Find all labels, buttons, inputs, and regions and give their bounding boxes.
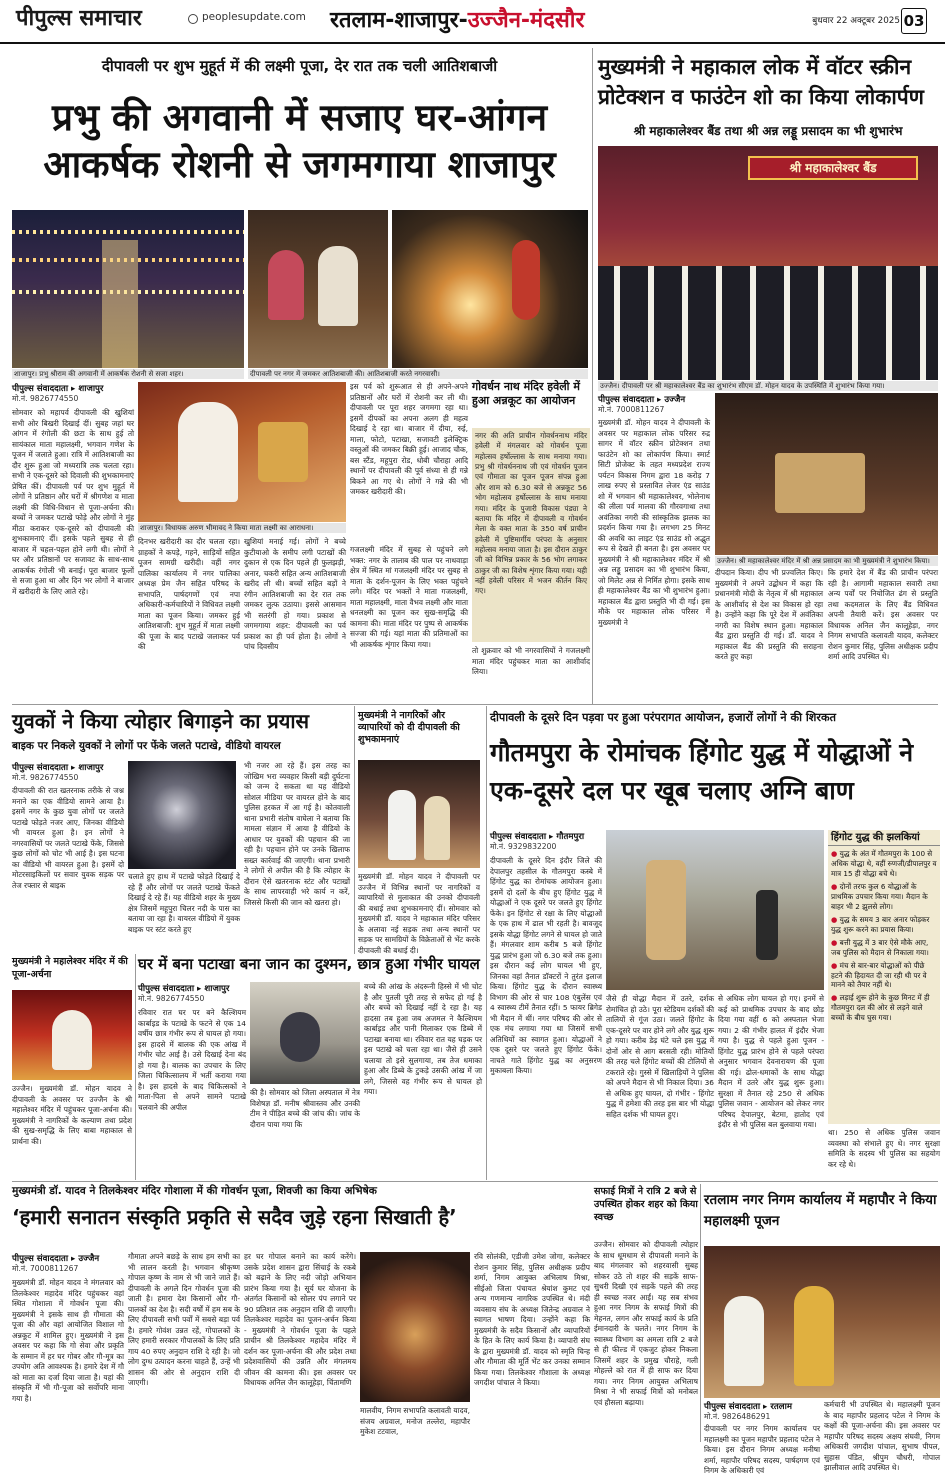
- a7-column-3: बच्चे की आंख के अंदरूनी हिस्से में भी चोट है और पुतली पूरी तरह से सफेद हो गई है और बच्चे को दिखाई नहीं दे रहा है। यह हादसा तब हुआ जब अजमल ने कैल्शियम कार्बाइड और पानी मिलाकर एक डिब्बे में पटाखा बनाया था। रविवार रात यह घड़क पर इस पटाखे को चला रहा था। जैसे ही उसने चलाया तो इसे सुलगाया, तब तेज धमाका हुआ और डिब्बे के टुकड़े उसकी आंख में जा लगे, जिससे वह गंभीर रूप से घायल हो गया।: [364, 982, 482, 1097]
- a9-phone: मो.नं. 7000811267: [12, 1264, 79, 1273]
- a4-byline: पीपुल्स संवाददाता ▸ शाजापुर: [12, 763, 104, 773]
- a8-column-4: था। 250 से अधिक पुलिस जवान व्यवस्था को संभाले हुए थे। नगर सुरक्षा समिति के सदस्य भी पुलिस का सहयोग कर रहे थे।: [828, 1128, 940, 1169]
- a8-bullet-3: ● युद्ध के समय 3 बार अनार फोड़कर युद्ध शुरू करने का प्रयास किया।: [831, 914, 930, 934]
- a11-column-2: कर्मचारी भी उपस्थित थे। महालक्ष्मी पूजन के बाद महापौर प्रहलाद पटेल ने निगम के कक्षों की पूजा-अर्चना की। इस अवसर पर महापौर परिषद सदस्य अक्षय संघवी, निगम अधिकारी जगदीश पांचाल, सुभाष पीपल, सुहास पंडित, श्रीपुम चौधरी, गोपाल झालीवाल आदि उपस्थित थे।: [824, 1400, 940, 1473]
- a1-column-4: गजलक्ष्मी मंदिर में सुबह से पहुंचने लगे भक्त: नगर के तालाब की पाल पर नाथवाड़ा क्षेत्र में स्थित मां गजलक्ष्मी मंदिर पर सुबह से माता के दर्शन-पूजन के लिए भक्त पहुंचने लगे। मंदिर पर भक्तों ने माता गजलक्ष्मी, माता महालक्ष्मी, माता वैभव लक्ष्मी और माता धनलक्ष्मी का पूजन कर सुख-समृद्धि की कामना की। माता मंदिर पर पुष्प से आकर्षक सज्जा की गई। यहां माता की प्रतिमाओं का भी आकर्षक शृंगार किया गया।: [350, 545, 468, 649]
- a1-caption-2: दीपावली पर नगर में जमकर आतिशबाजी की। आतिशबाजी करते नगरवासी।: [248, 369, 588, 379]
- a1-column-3a: इस पर्व को शुरूआत से ही अपने-अपने प्रतिष्ठानों और घरों में रोशनी कर ली थी। दीपावली पर पूरा शहर जगमगा रहा था। इसमें दीपकों का अपना अलग ही महत्व दिखाई दे रहा था। बाजार में दीया, रुई, माला, फोटो, पटाखा, सजावटी इलेक्ट्रिक वस्तुओं की जमकर बिक्री हुई। आजाद चौक, बस स्टैंड, महूपुरा रोड, धोबी चौराहा आदि स्थानों पर दीपावली की पूर्व संध्या से ही गन्ने बिकने आ गए थे। लोगों ने गन्ने की भी जमकर खरीदारी की।: [350, 382, 468, 497]
- a3-column-1: मुख्यमंत्री डॉ. मोहन यादव ने दीपावली के अवसर पर महाकाल लोक परिसर रुद्र सागर में वॉटर स्क्रीन प्रोटेक्शन तथा फाउंटेन शो का लोकार्पण किया। स्मार्ट सिटी प्रोजेक्ट के तहत मध्यप्रदेश राज्य पर्यटन विकास निगम द्वारा 18 करोड़ 7 लाख रुपए से प्रस्तावित लेजर एंड साउंड शो में भगवान श्री महाकालेश्वर, भोलेनाथ की लीला पर्व मालवा की गौरवगाथा तथा अवंतिका नगरी की सांस्कृतिक झलक का प्रदर्शन किया गया है। लगभग 25 मिनट की अवधि का लाइट एंड साउंड शो अद्भुत रूप से देखते ही बनता है। इस अवसर पर मुख्यमंत्री ने श्री महाकालेश्वर मंदिर में श्री अन्न लड्डू प्रसादम का भी शुभारंभ किया, जो मिलेट अन्न से निर्मित होगा। इसके साथ ही महाकालेश्वर बैंड का भी शुभारंभ हुआ। महाकाल बैंड द्वारा प्रस्तुति भी दी गई। इस मौके पर महाकाल लोक परिसर में मुख्यमंत्री ने: [598, 418, 710, 627]
- a5-headline: मुख्यमंत्री ने नागरिकों और व्यापारियों को दी दीपावली की शुभकामनाएं: [358, 710, 460, 746]
- a6-photo-temple: [12, 990, 132, 1080]
- a5-photo-cm-traders: [358, 760, 480, 868]
- a4-photo-night-street: [128, 761, 236, 869]
- a4-column-1: दीपावली की रात खतरनाक तरीके से जश्न मनाने का एक वीडियो सामने आया है। इसमें नगर के कुछ युवा लोगों पर जलते पटाखे फोड़ते नजर आए, जिनका वीडियो भी वायरल हुआ है। इन लोगों ने नगरवासियों पर जलते पटाखे फेंके, जिससे कुछ लोगों को चोट भी आई है। इस घटना का वीडियो भी वायरल हुआ है। इसमें दो मोटरसाइकिलों पर सवार युवक सड़क पर तेज रफ्तार से बाइक: [12, 786, 124, 890]
- a8-headline: गौतमपुरा के रोमांचक हिंगोट युद्ध में योद्धाओं ने एक-दूसरे दल पर खूब चलाए अग्नि बाण: [490, 738, 914, 805]
- a8-column-1: दीपावली के दूसरे दिन इंदौर जिले की देपालपुर तहसील के गौतमपुरा कस्बे में हिंगोट युद्ध का रोमांचक आयोजन हुआ। इसमें दो दलों के बीच हुए हिंगोट युद्ध में योद्धाओं ने एक दूसरे पर जलते हुए हिंगोट फेंके। इन हिंगोट से रक्षा के लिए योद्धाओं के एक हाथ में ढाल भी रहती है। बावजूद इसके योद्धा हिंगोट लगने से घायल हो जाते हैं। मंगलवार शाम करीब 5 बजे हिंगोट युद्ध प्रारंभ हुआ जो 6.30 बजे तक हुआ। इस दौरान कई लोग घायल भी हुए, जिनका वहां तैनात डॉक्टरों ने तुरंत इलाज किया। हिंगोट युद्ध के दौरान स्वास्थ्य विभाग की ओर से चार 108 एंबुलेंस एवं 4 स्वास्थ्य टीमें तैनात रहीं। 5 फायर ब्रिगेड भी मैदान में थीं। नगर परिषद की ओर से एक मंच लगाया गया था जिसमें सभी अतिथियों का स्वागत हुआ। योद्धाओं ने एक दूसरे पर जलते हुए हिंगोट फेंके। नाचते गाते हिंगोट युद्ध का अनुसरण मुकाबला किया।: [490, 856, 602, 1076]
- a8-column-3: से अधिक लोग घायल हो गए। इनमें से कई को प्राथमिक उपचार के बाद छोड़ दिया गया वहीं 6 को अस्पताल भेजा गया। 2 की गंभीर हालत में इंदौर भेजा गया है। युद्ध से पहले हुआ पूजन - हिंगोट युद्ध प्रारंभ होने से पहले परंपरा अनुसार भगवान देवनारायण की पूजा की गई। ढोल-धमाकों के साथ योद्धा मैदान में उतरे और युद्ध शुरू हुआ। सुरक्षा में तैनात रहे 250 से अधिक पुलिस जवान - आयोजन को लेकर नगर परिषद देपालपुर, बेटमा, हातोद एवं इंदौर से भी पुलिस बल बुलवाया गया।: [718, 994, 824, 1130]
- a10-body: उज्जैन। सोमवार को दीपावली त्योहार के साथ धूमधाम से दीपावली मनाने के बाद मंगलवार को शहरवासी सुबह सोकर उठे तो शहर की सड़कें साफ-सुथरी दिखी एवं सड़कें पहले की तरह ही स्वच्छ नजर आईं। यह सब संभव हुआ नगर निगम के सफाई मित्रों की मेहनत, लगन और सफाई कार्य के प्रति ईमानदारी के चलते। नगर निगम के स्वास्थ्य विभाग का अमला रात्रि 2 बजे से ही फील्ड में एकजुट होकर निकला जिसमें शहर के प्रमुख चौराहे, गली मोहल्ले को रात में ही साफ कर दिया गया। नगर निगम आयुक्त अभिलाष मिश्रा ने भी सफाई मित्रों को मनोबल एवं हौसला बढ़ाया।: [594, 1240, 698, 1407]
- divider-horizontal-2: [12, 1181, 938, 1182]
- a11-byline: पीपुल्स संवाददाता ▸ रतलाम: [704, 1402, 792, 1412]
- divider-horizontal-1: [12, 704, 938, 705]
- a1-column-2: दिनभर खरीदारी का दौर चलता रहा। ग्राहकों ने कपड़े, गहने, साड़ियों सहित पूजन सामग्री खरीदी। वहीं नगर पालिका कार्यालय में नगर पालिका अध्यक्ष प्रेम जैन सहित परिषद के सभापति, पार्षदगणों एवं नपा अधिकारी-कर्मचारियों ने विधिवत लक्ष्मी माता का पूजन किया। जमकर हुई आतिशबाजी: शुभ मुहूर्त में माता लक्ष्मी की पूजा के बाद पटाखे जलाकर पर्व की: [138, 537, 240, 652]
- a7-headline: घर में बना पटाखा बना जान का दुश्मन, छात्र हुआ गंभीर घायल: [138, 955, 480, 973]
- a9-column-4: मालवीय, निगम सभापति कलावती यादव, संजय अग्रवाल, मनोज तल्लेरा, महापौर मुकेश टटवाल,: [360, 1406, 470, 1437]
- a3-column-3: कि हमारे देश में बैंड की प्राचीन परंपरा रही है। आगामी महाकाल सवारी तथा अन्य पर्वों पर नियोजित ढंग से प्रस्तुति तथा कदमताल के लिए बैंड विधिवत अपनी तैयारी करें। इस अवसर पर विधायक अनिल जैन कालूहेड़ा, नगर निगम सभापति कलावती यादव, कलेक्टर रोशन कुमार सिंह, पुलिस अधीक्षक प्रदीप शर्मा आदि उपस्थित थे।: [828, 568, 938, 662]
- a8-bullet-6: ● लड़ाई शुरू होने के कुछ मिनट में ही गौतमपुरा दल की ओर से लड़ने वाले बच्चों के बीच घुस गया।: [831, 993, 930, 1023]
- a8-column-2: जैसे ही योद्धा मैदान में उतरे, दर्शक रोमांचित हो उठे। पूरा स्टेडियम दर्शकों की तालियों से गूंज उठा। जलते हिंगोट के एक-दूसरे पर वार होने लगे और युद्ध शुरू हो गया। करीब डेढ़ घंटे चले इस युद्ध में दोनों ओर से आग बरसती रही। मोतियों की तरह चले हिंगोट बच्चों की टोलियों से टकराते रहे। गुस्से में खिलाड़ियों ने पुलिस को अपने मैदान से भी निकाल दिया। 36 से अधिक हुए घायल, दो गंभीर - हिंगोट युद्ध में हमेशा की तरह इस बार भी योद्धा सहित दर्शक भी घायल हुए।: [606, 994, 714, 1119]
- a3-subheadline: श्री महाकालेश्वर बैंड तथा श्री अन्न लड्डू प्रसादम का भी शुभारंभ: [633, 124, 903, 138]
- a1-caption-1: शाजापुर। प्रभु श्रीराम की अगवानी में आकर्षक रोशनी से सजा शहर।: [12, 369, 244, 379]
- a9-photo-shiv-abhishek: [360, 1252, 470, 1402]
- a8-highlights-box: [828, 830, 940, 1124]
- a6-headline: मुख्यमंत्री ने महालेश्वर मंदिर में की पूजा-अर्चना: [12, 956, 128, 980]
- a8-bullet-2: ● दोनों तरफ कुल 6 योद्धाओं के प्राथमिक उपचार किया गया। मैदान के बाहर भी 2 झुलसे लोग।: [831, 882, 928, 911]
- a7-phone: मो.नं. 9826774550: [138, 994, 205, 1003]
- a3-phone: मो.नं. 7000811267: [598, 405, 665, 414]
- a3-caption-2: उज्जैन। श्री महाकालेश्वर मंदिर में श्री अन्न प्रसादम का भी मुख्यमंत्री ने शुभारंभ किया।: [715, 556, 938, 566]
- newspaper-logo: पीपुल्स समाचार: [16, 6, 142, 31]
- divider-vertical-3: [354, 706, 355, 954]
- a3-photo-prasadam: [715, 393, 938, 555]
- a1-photo-family-worship: [248, 210, 388, 368]
- a2-box: [472, 380, 590, 700]
- globe-icon: [188, 14, 198, 24]
- a11-column-1: दीपावली पर नगर निगम कार्यालय पर महालक्ष्मी का पूजन महापौर प्रहलाद पटेल ने किया। इस दौरान निगम अध्यक्ष मनीषा शर्मा, महापौर परिषद सदस्य, पार्षदगण एवं निगम के अधिकारी एवं: [704, 1424, 820, 1476]
- a10-headline: सफाई मित्रों ने रात्रि 2 बजे से उपस्थित होकर शहर को किया स्वच्छ: [594, 1186, 698, 1223]
- a1-photo-fireworks: [392, 210, 588, 368]
- section-title: रतलाम-शाजापुर-उज्जैन-मंदसौर: [330, 8, 585, 33]
- a8-phone: मो.नं. 9329832200: [490, 842, 557, 851]
- a8-bullet-5: ● मंच से बार-बार योद्धाओं को पीछे हटने की हिदायत दी जा रही थी पर वे मानने को तैयार नहीं थे।: [831, 960, 927, 990]
- a3-caption-1: उज्जैन। दीपावली पर श्री महाकालेश्वर बैंड का शुभारंभ सीएम डॉ. मोहन यादव के उपस्थिति में शुभारंभ किया गया।: [598, 381, 938, 391]
- a1-byline: पीपुल्स संवाददाता ▸ शाजापुर: [12, 384, 104, 394]
- a8-bullet-4: ● बत्ती युद्ध में 3 बार ऐसे मौके आए, जब पुलिस को मैदान से निकाला गया।: [831, 937, 929, 957]
- a3-headline: मुख्यमंत्री ने महाकाल लोक में वॉटर स्क्रीन प्रोटेक्शन व फाउंटेन शो का किया लोकार्पण: [598, 55, 924, 110]
- a5-body: मुख्यमंत्री डॉ. मोहन यादव ने दीपावली पर उज्जैन में विभिन्न स्थानों पर नागरिकों व व्यापारियों से मुलाकात की उनको दीपावली की बधाई तथा शुभकामनाएं दीं। सोमवार को मुख्यमंत्री डॉ. यादव ने महाकाल मंदिर परिसर के अलावा नई सड़क तथा अन्य स्थानों पर सड़क पर सामग्रियों के विक्रेताओं से भेंट करके दीपावली की बधाई दी।: [358, 872, 480, 955]
- a3-band-banner: श्री महाकालेश्वर बैंड: [748, 156, 918, 180]
- a1-column-1: सोमवार को महापर्व दीपावली की खुशियां सभी ओर बिखरी दिखाई दीं। सुबह जहां घर आंगन में रंगोली की छटा के साथ हुई तो सायंकाल माता महालक्ष्मी, भगवान गणेश के पूजन में जलाते हुआ। रात्रि में आतिशबाजी का दौर शुरू हुआ जो मध्यरात्रि तक चलता रहा। सभी ने एक-दूसरे को दिवाली की शुभकामनाएं प्रेषित कीं। दीपावली पर्व पर शुभ मुहूर्त में लोगों ने प्रतिष्ठान और घरों में श्रीगणेश व माता लक्ष्मी की विधि-विधान से पूजा-अर्चना की। बच्चों ने जमकर पटाखे फोड़े और लोगों ने मुंह मीठा कराकर एक-दूसरे को दीपावली की शुभकामनाएं दीं। इसके पहले सुबह से ही बाजार में चहल-पहल होने लगी थी। लोगों ने घर और प्रतिष्ठानों पर सजावट के साथ-साथ आकर्षक रंगोली भी बनाई। पूरा बाजार फूलों से सजा हुआ था और दिन भर लोगों ने बाजार में खरीदारी के लिए आते रहे।: [12, 408, 134, 596]
- a11-photo-mahalaxmi-puja: [704, 1246, 940, 1398]
- a1-photo-illuminated-street: [12, 210, 244, 368]
- masthead: [0, 0, 945, 44]
- a4-column-3: भी नजर आ रहे हैं। इस तरह का जोखिम भरा व्यवहार किसी बड़ी दुर्घटना को जन्म दे सकता था यह वीडियो सोशल मीडिया पर वायरल होने के बाद पुलिस हरकत में आ गई है। कोतवाली थाना प्रभारी संतोष वाघेला ने बताया कि मामला संज्ञान में आया है वीडियो के आधार पर युवकों की पहचान की जा रही है। पहचान होने पर उनके खिलाफ सख्त कार्रवाई की जाएगी। थाना प्रभारी ने लोगों से अपील की है कि त्योहार के दौरान ऐसे खतरनाक स्टंट और पटाखों के साथ लापरवाही भरे कार्य न करें, जिससे किसी की जान को खतरा हो।: [244, 761, 350, 907]
- a4-subheadline: बाइक पर निकले युवकों ने लोगों पर फेंके जलते पटाखे, वीडियो वायरल: [12, 740, 281, 752]
- a7-byline: पीपुल्स संवाददाता ▸ शाजापुर: [138, 984, 230, 994]
- a1-headline: प्रभु की अगवानी में सजाए घर-आंगन आकर्षक रोशनी से जगमगाया शाजापुर: [43, 96, 556, 187]
- a1-photo-mla-puja: [138, 382, 346, 522]
- a8-bullet-1: ● युद्ध के अंत में गौतमपुरा के 100 से अधिक योद्धा थे, वहीं रुणजी/डीपालपुर व मात्र 15 ही योद्धा बचे थे।: [831, 849, 937, 879]
- a2-body: नगर की अति प्राचीन गोवर्धननाथ मंदिर हवेली में मंगलवार को गोवर्धन पूजा महोत्सव हर्षोल्लास के साथ मनाया गया। प्रभु श्री गोवर्धननाथ जी एवं गोवर्धन पूजन एवं गौमाता का पूजन पूजन संपन्न हुआ और शाम को 6.30 बजे से अन्नकूट 56 भोग महोत्सव हर्षोल्लास के साथ मनाया गया। मंदिर के पुजारी विकास पंड्या ने बताया कि मंदिर में दीपावली व गोवर्धन मेला के वक्त माता के 350 वर्ष प्राचीन हवेली में पुष्टिमार्गीय परंपरा के अनुसार महोत्सव मनाया जाता है। इस दौरान ठाकुर जी को विभिन्न प्रकार के 56 भोग लगाकर ठाकुर जी का विशेष शृंगार किया गया। यही नहीं हवेली परिसर में भजन कीर्तन किए गए।: [472, 428, 590, 642]
- a2-headline: गोवर्धन नाथ मंदिर हवेली में हुआ अन्नकूट का आयोजन: [472, 380, 580, 408]
- a7-column-2: की है। सोमवार को जिला अस्पताल में नेत्र विशेषज्ञ डॉ. मनीष श्रीवास्तव और उनकी टीम ने पीड़ित बच्चे की जांच की। जांच के दौरान पाया गया कि: [250, 1088, 360, 1129]
- divider-vertical-1: [592, 48, 593, 704]
- a4-column-2: चलाते हुए हाथ में पटाखे फोड़ते दिखाई दे रहे हैं और लोगों पर जलते पटाखे फेंकते दिखाई दे रहे हैं। यह वीडियो शहर के मुख्य क्षेत्र जिसमें महूपुरा चिलर नदी के पास का बताया जा रहा है। वायरल वीडियो में युवक बाइक पर स्टंट करते हुए: [128, 872, 240, 934]
- divider-vertical-2: [486, 706, 487, 1180]
- divider-vertical-4: [135, 954, 136, 1180]
- divider-vertical-5: [700, 1184, 701, 1442]
- a2-tail: तो शुक्रवार को भी नगरवासियों ने गजलक्ष्मी माता मंदिर पहुंचकर माता का आशीर्वाद लिया।: [472, 646, 590, 677]
- a9-column-3: हर घर गोपाल बनाने का कार्य करेंगे। उसके प्रदेश शासन द्वारा सिंचाई के रकबे को बढ़ाने के लिए नदी जोड़ो अभियान प्रारंभ किया गया है। सूर्य घर योजना के अंतर्गत किसानों को सोलर पंप लगाने पर 90 प्रतिशत तक अनुदान राशि दी जाएगी। तिलकेश्वर महादेव का पूजन-अर्चन किया - मुख्यमंत्री ने गोवर्धन पूजा के पहले प्राचीन श्री तिलकेश्वर महादेव मंदिर में दर्शन कर पूजा-अर्चना की और प्रदेश तथा प्रदेशवासियों की उन्नति और मंगलमय जीवन की कामना की। इस अवसर पर विधायक अनिल जैन कालूहेड़ा, चिंतामणि: [244, 1252, 356, 1388]
- a1-kicker: दीपावली पर शुभ मुहूर्त में की लक्ष्मी पूजा, देर रात तक चली आतिशबाजी: [101, 57, 498, 75]
- a3-photo-band: [598, 146, 938, 380]
- a9-column-5: रवि सोलंकी, एडीजी उमेश जोगा, कलेक्टर रोशन कुमार सिंह, पुलिस अधीक्षक प्रदीप शर्मा, निगम आयुक्त अभिलाष मिश्रा, सीईओ जिला पंचायत श्रेयांश कुमट एवं अन्य गणमान्य नागरिक उपस्थित थे। मंदी व्यवसाय संघ के अध्यक्ष जितेन्द्र अग्रवाल ने स्वागत भाषण दिया। उन्होंने कहा कि मुख्यमंत्री के सदैव किसानों और व्यापारियों के हित के लिए कार्य किया है। व्यापारी संघ के द्वारा मुख्यमंत्री डॉ. यादव को स्मृति चिन्ह और गौमाता की मूर्ति भेंट कर उनका सम्मान किया गया। तिलकेश्वर गौशाला के अध्यक्ष जगदीश पांचाल ने किया।: [474, 1252, 590, 1388]
- a4-phone: मो.नं. 9826774550: [12, 773, 79, 782]
- a1-column-3b: खुशियां मनाई गई। लोगों ने बच्चे कुटीयाओ के समीप लगी पटाखों की दुकान से एक दिन पहले ही फुलझड़ी, अनार, चकरी सहित अन्य आतिशबाजी खरीद ली थी। बच्चों सहित बड़ों ने रंगीन आतिशबाजी का देर रात तक जमकर लुत्फ उठाया। इससे आसमान भी सतरंगी हो गया। प्रकाश से जगमगाया शहर: दीपावली का पर्व प्रकाश का ही पर्व होता है। लोगों ने पांच दिवसीय: [244, 537, 346, 652]
- a11-headline: रतलाम नगर निगम कार्यालय में महापौर ने किया महालक्ष्मी पूजन: [704, 1192, 937, 1229]
- a9-kicker: मुख्यमंत्री डॉ. यादव ने तिलकेश्वर मंदिर गोशाला में की गोवर्धन पूजा, शिवजी का किया अभिषेक: [12, 1185, 377, 1197]
- issue-date: बुधवार 22 अक्टूबर 2025: [812, 16, 900, 26]
- a1-caption-3: शाजापुर। विधायक अरुण भीमावद ने किया माता लक्ष्मी का आराधना।: [138, 523, 346, 533]
- a1-phone: मो.नं. 9826774550: [12, 394, 79, 403]
- a9-headline: ‘हमारी सनातन संस्कृति प्रकृति से सदैव जुड़े रहना सिखाती है’: [12, 1205, 457, 1229]
- a3-column-2: दीपदान किया। दीप भी प्रज्वलित किए। मुख्यमंत्री ने अपने उद्बोधन में कहा कि प्रधानमंत्री मोदी के नेतृत्व में श्री महाकाल के आशीर्वाद से देश का विकास हो रहा है। उन्होंने कहा कि पूरे देश में अवंतिका नगरी का विशेष स्थान हुआ। महाकाल बैंड द्वारा प्रस्तुति दी गई। डॉ. यादव ने महाकाल बैंड की प्रस्तुति की सराहना करते हुए कहा: [715, 568, 823, 662]
- a3-byline: पीपुल्स संवाददाता ▸ उज्जैन: [598, 395, 686, 405]
- a9-column-1: मुख्यमंत्री डॉ. मोहन यादव ने मंगलवार को तिलकेश्वर महादेव मंदिर पहुंचकर वहां स्थित गोशाला में गोवर्धन पूजा की। मुख्यमंत्री ने इसके साथ ही गौमाता की पूजा की और वहां आयोजित विशाल गो अन्नकूट में शामिल हुए। मुख्यमंत्री ने इस अवसर पर कहा कि गो सेवा और प्रकृति के सम्मान में हर घर गोबर और गौ-मूत्र का उपयोग अति आवश्यक है। हमारे देश में गौ को माता का दर्जा दिया जाता है। यहां की संस्कृति में भी गौ-पूजा को सर्वोपरि माना गया है।: [12, 1278, 124, 1403]
- page-number: 03: [901, 8, 927, 34]
- website-url: peoplesupdate.com: [202, 11, 306, 23]
- a6-body: उज्जैन। मुख्यमंत्री डॉ. मोहन यादव ने दीपावली के अवसर पर उज्जैन के श्री महालेश्वर मंदिर में पहुंचकर पूजा-अर्चना की। मुख्यमंत्री ने नागरिकों के कल्याण तथा प्रदेश की सुख-समृद्धि के लिए बाबा महाकाल से प्रार्थना की।: [12, 1084, 132, 1146]
- a8-kicker: दीपावली के दूसरे दिन पड़वा पर हुआ परंपरागत आयोजन, हजारों लोगों ने की शिरकत: [490, 711, 836, 724]
- a9-byline: पीपुल्स संवाददाता ▸ उज्जैन: [12, 1254, 100, 1264]
- a4-headline: युवकों ने किया त्योहार बिगाड़ने का प्रयास: [12, 709, 310, 733]
- a9-column-2: गौमाता अपने बछड़े के साथ हम सभी का भी लालन करती है। भगवान श्रीकृष्ण गोपाल कृष्ण के नाम से भी जाने जाते हैं। दीपावली के अगले दिन गोवर्धन पूजा की जाती है। हमारा देश किसानों और गौ-पालकों का देश है। सदी वर्षों में हम सब के लिए दीपावली सभी पर्वों में सबसे बड़ा पर्व है। हमारे गोवंश उन्नत रहें, गोपालकों के लिए हमारी सरकार गौपालकों के लिए प्रति गाय 40 रुपए अनुदान राशि दे रही है। जो लोग दुग्ध उत्पादन करना चाहते हैं, उन्हें भी शासन की ओर से अनुदान राशि दी जाएगी।: [128, 1252, 240, 1388]
- a8-photo-hingot-battle: [606, 830, 824, 990]
- a8-highlights-title: हिंगोट युद्ध की झलकियां: [828, 830, 940, 846]
- a8-byline: पीपुल्स संवाददाता ▸ गौतमपुरा: [490, 832, 585, 842]
- a7-column-1: रविवार रात घर पर बने कैल्शियम कार्बाइड के पटाखे के फटने से एक 14 वर्षीय छात्र गंभीर रूप से घायल हो गया। इस हादसे में बालक की एक आंख में गंभीर चोट आई है। उसे दिखाई देना बंद हो गया है। बालक का उपचार के लिए जिला चिकित्सालय में भर्ती कराया गया है। इस हादसे के बाद चिकित्सकों ने माता-पिता से अपने सामने पटाखे चलवाने की अपील: [138, 1008, 246, 1112]
- a11-phone: मो.नं. 9826486291: [704, 1412, 771, 1421]
- a7-photo-eye-checkup: [250, 982, 360, 1084]
